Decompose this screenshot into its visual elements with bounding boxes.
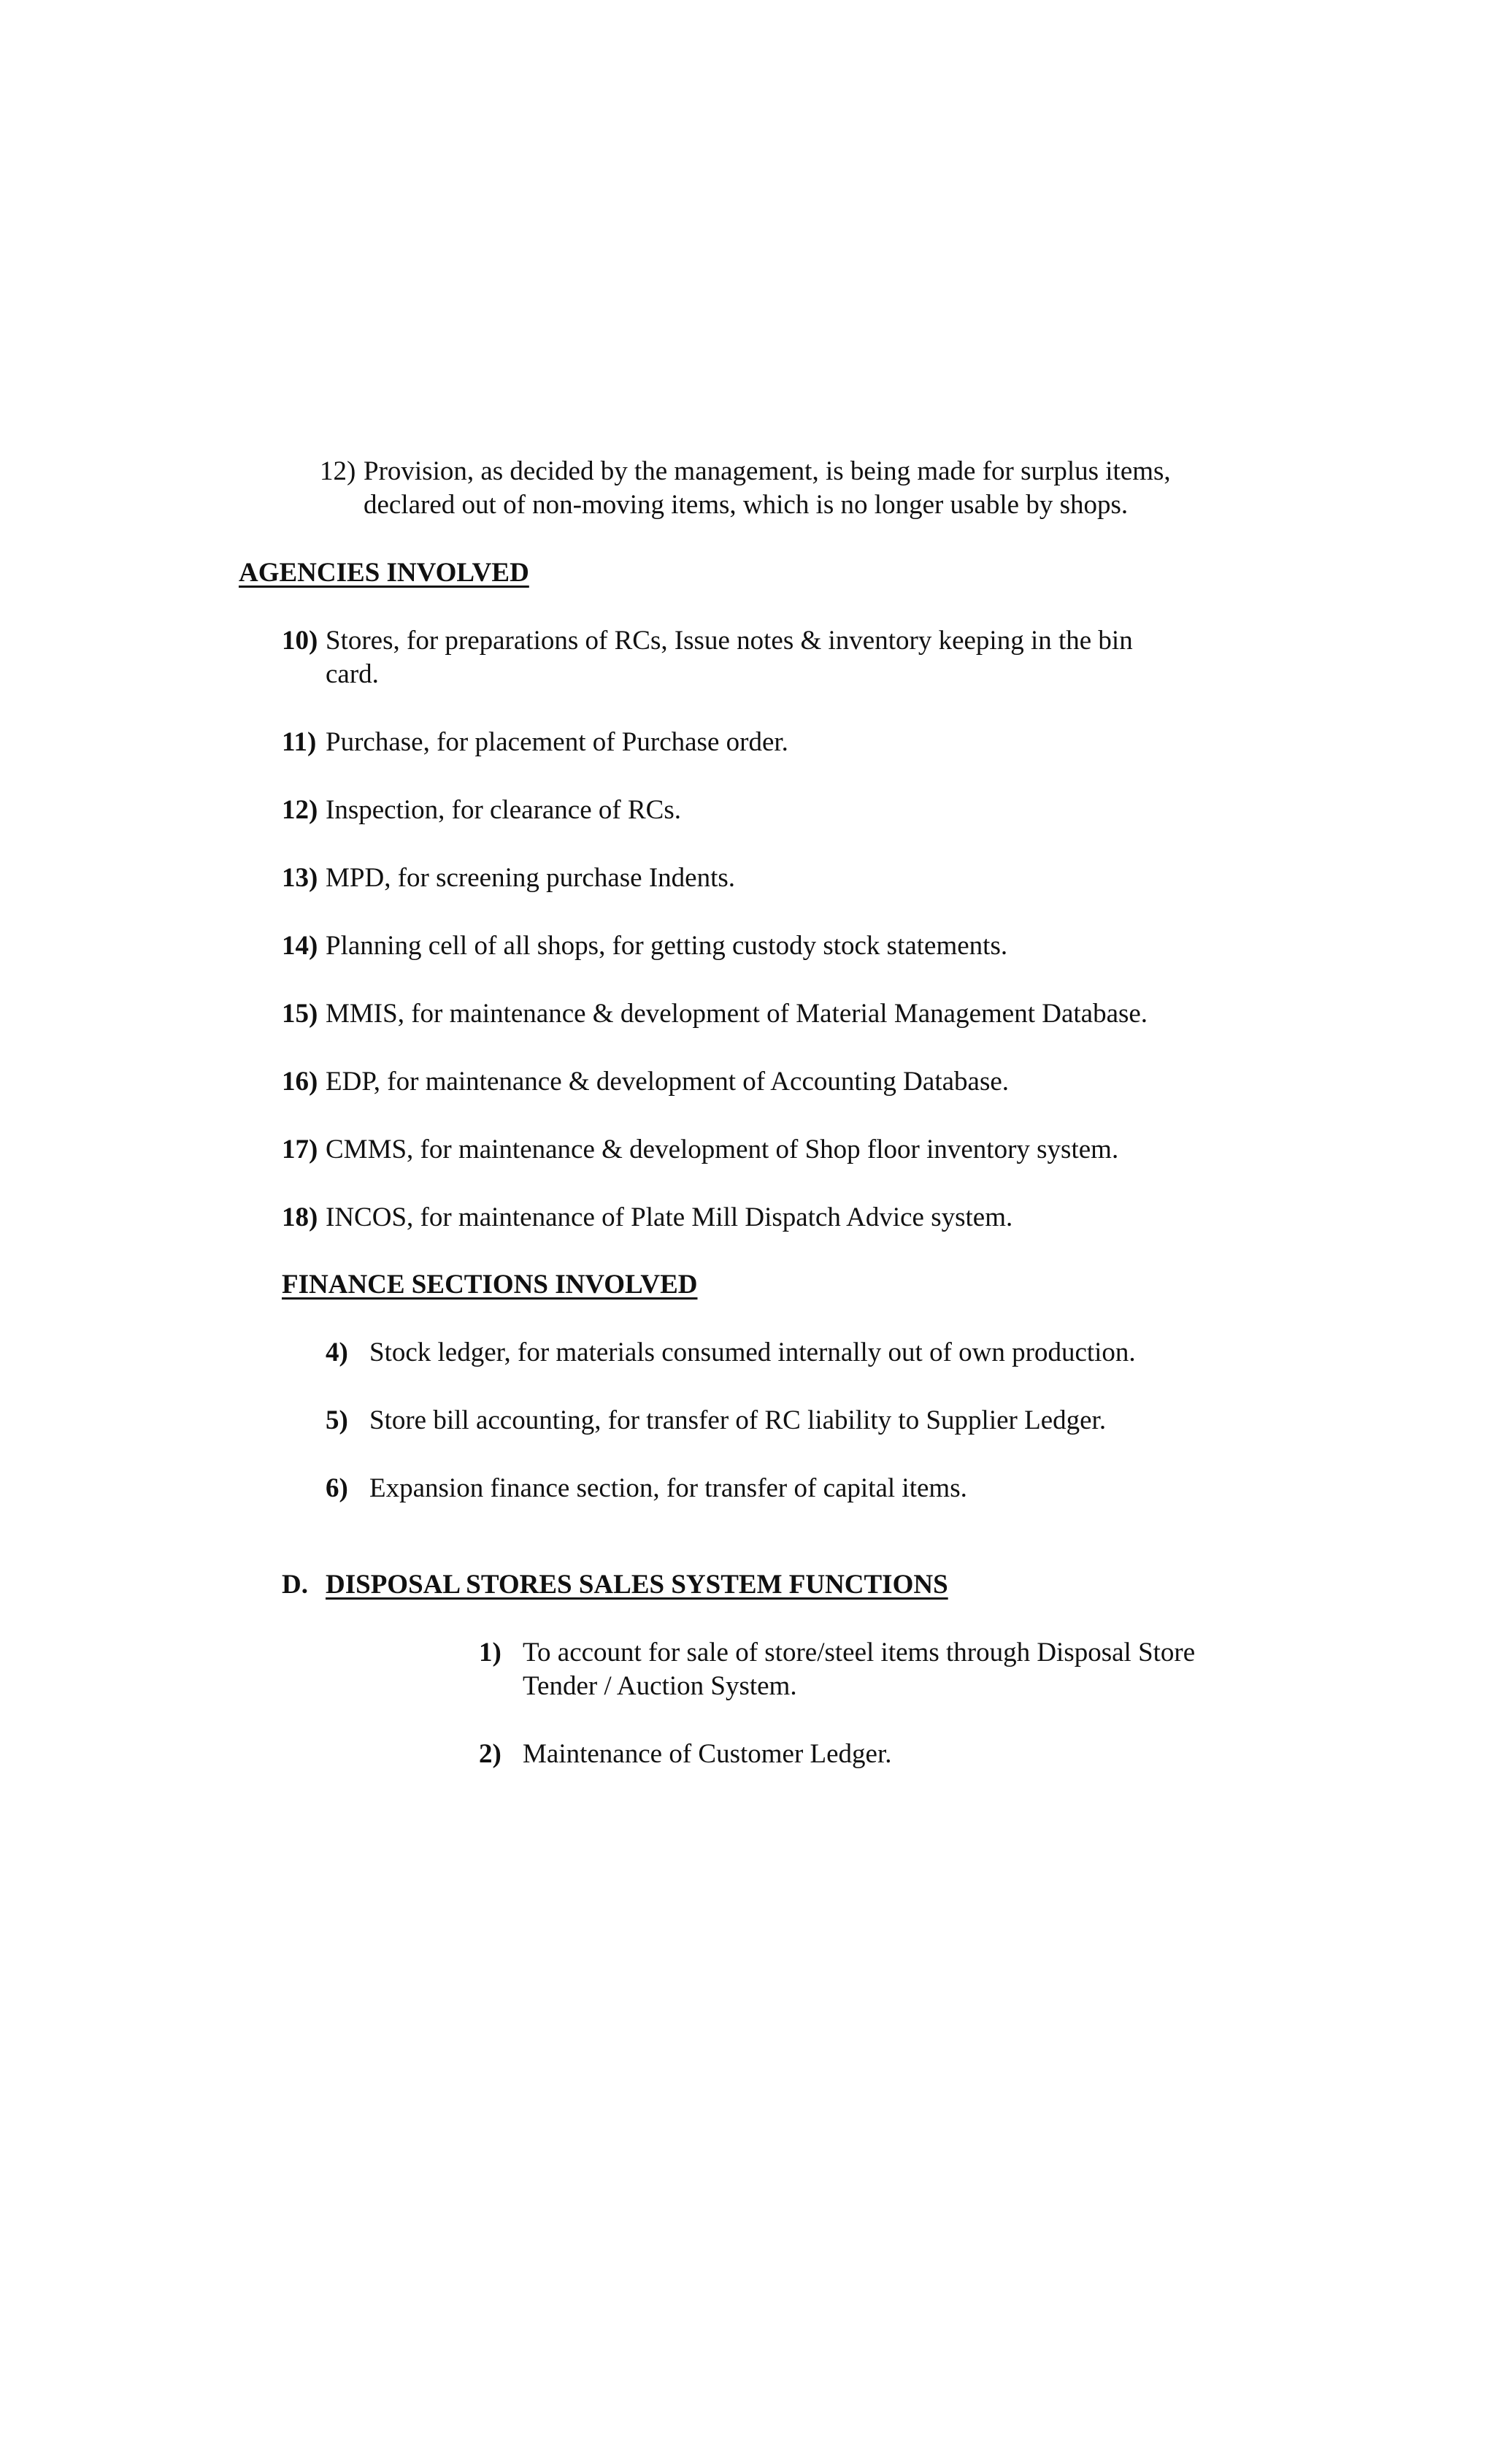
list-item-text: EDP, for maintenance & development of Accounting Database.: [326, 1067, 1010, 1097]
list-item-number: 12): [320, 456, 356, 486]
list-item-text: Inspection, for clearance of RCs.: [326, 795, 681, 825]
list-item-number: 2): [479, 1739, 501, 1769]
list-item-text: Store bill accounting, for transfer of RC liability to Supplier Ledger.: [369, 1405, 1107, 1435]
list-item-text: To account for sale of store/steel items through Disposal Store: [523, 1638, 1196, 1667]
agencies-heading: AGENCIES INVOLVED: [239, 558, 529, 588]
list-item-text: Expansion finance section, for transfer of capital items.: [369, 1473, 967, 1503]
list-item-text: Maintenance of Customer Ledger.: [523, 1739, 892, 1769]
list-item-number: 1): [479, 1638, 501, 1667]
list-item-number: 18): [282, 1202, 318, 1232]
list-item-text: MPD, for screening purchase Indents.: [326, 863, 736, 893]
list-item-text: Stores, for preparations of RCs, Issue notes & inventory keeping in the bin: [326, 626, 1133, 656]
list-item-number: 5): [326, 1405, 348, 1435]
list-item-number: 10): [282, 626, 318, 656]
list-item-text: Provision, as decided by the management, is being made for surplus items,: [364, 456, 1171, 486]
list-item-number: 6): [326, 1473, 348, 1503]
list-item-text-continued: card.: [326, 659, 379, 689]
list-item-text: Stock ledger, for materials consumed internally out of own production.: [369, 1337, 1136, 1367]
list-item-number: 16): [282, 1067, 318, 1097]
list-item-number: 17): [282, 1135, 318, 1164]
list-item-text: MMIS, for maintenance & development of Material Management Database.: [326, 999, 1148, 1029]
list-item-text: CMMS, for maintenance & development of Shop floor inventory system.: [326, 1135, 1119, 1164]
list-item-text: INCOS, for maintenance of Plate Mill Dispatch Advice system.: [326, 1202, 1013, 1232]
list-item-number: 11): [282, 727, 317, 757]
finance-heading: FINANCE SECTIONS INVOLVED: [282, 1270, 698, 1300]
list-item-text-continued: Tender / Auction System.: [523, 1671, 797, 1701]
list-item-text: Planning cell of all shops, for getting custody stock statements.: [326, 931, 1008, 961]
list-item-number: 4): [326, 1337, 348, 1367]
list-item-number: 13): [282, 863, 318, 893]
list-item-number: 12): [282, 795, 318, 825]
disposal-heading: DISPOSAL STORES SALES SYSTEM FUNCTIONS: [326, 1570, 948, 1600]
section-letter: D.: [282, 1570, 308, 1600]
list-item-text-continued: declared out of non-moving items, which is no longer usable by shops.: [364, 490, 1129, 520]
list-item-text: Purchase, for placement of Purchase order.: [326, 727, 788, 757]
list-item-number: 15): [282, 999, 318, 1029]
list-item-number: 14): [282, 931, 318, 961]
